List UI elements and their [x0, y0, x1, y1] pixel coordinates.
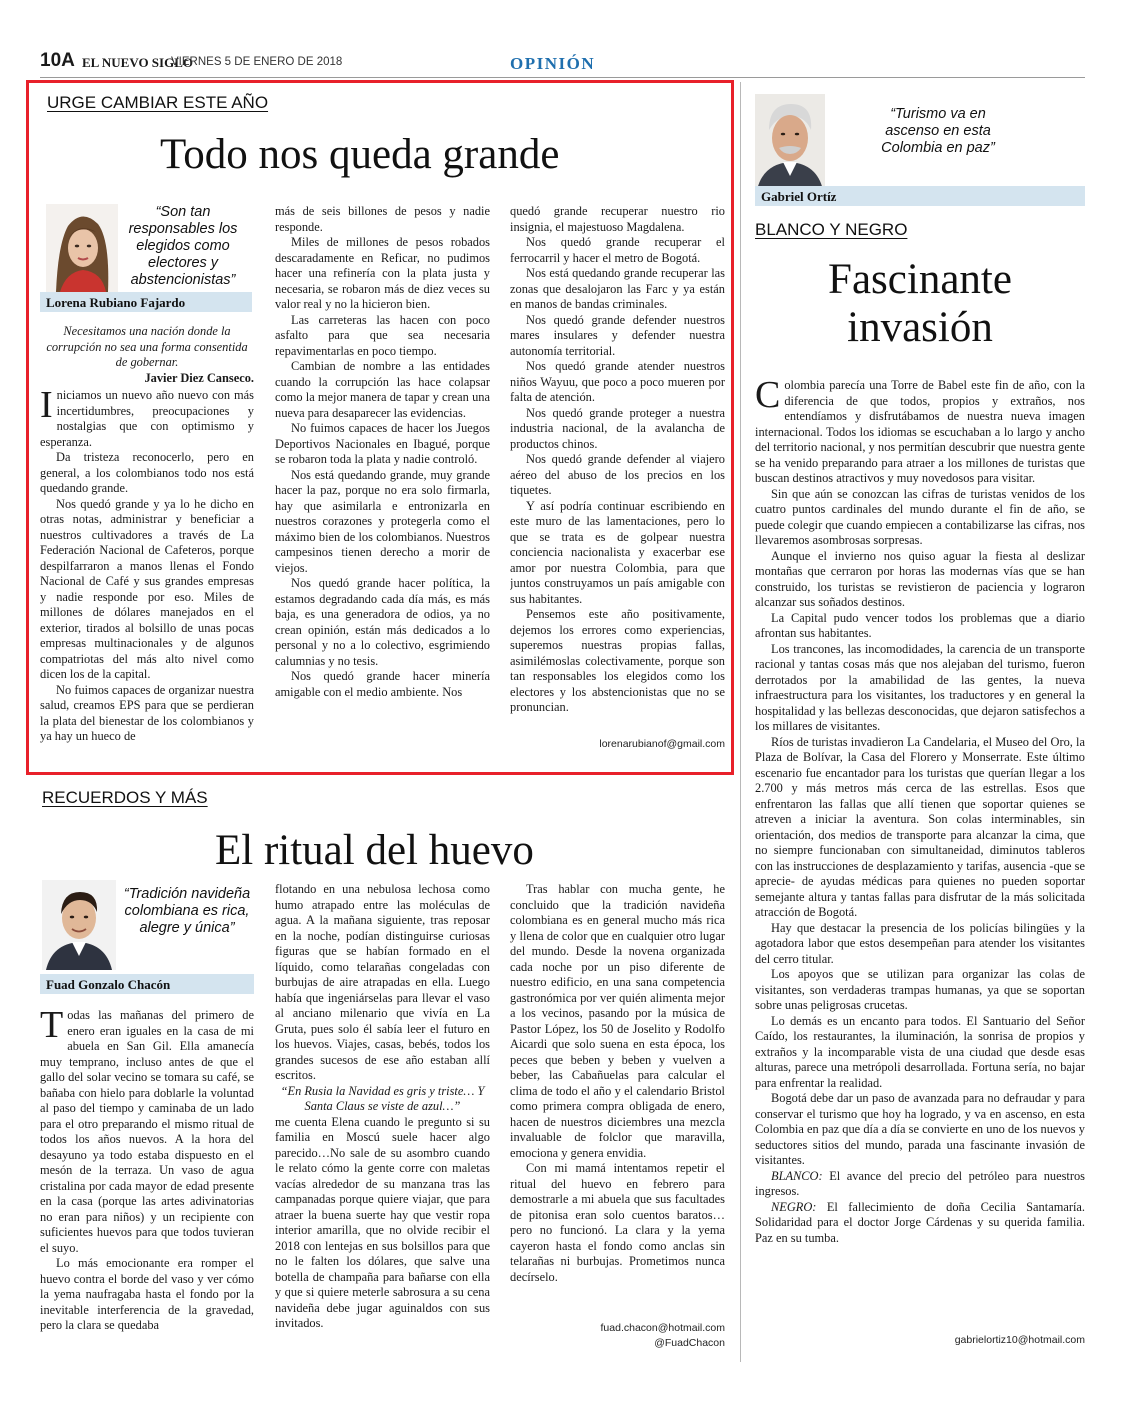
paragraph: No fuimos capaces de organizar nuestra salud, creamos EPS para que se perdieran la plata del bienestar de los colombianos y ya hay un hueco de: [40, 682, 254, 743]
issue-date: VIERNES 5 DE ENERO DE 2018: [171, 56, 343, 68]
author-photo-gabriel: [755, 94, 825, 190]
article1-column-3: [510, 204, 725, 734]
article2-twitter-link[interactable]: @FuadChacon: [654, 1337, 725, 1349]
paragraph: Sin que aún se conozcan las cifras de turistas venidos de los cuatro puntos cardinales del mundo durante el fin de año, se puede colegir que cuando empiecen a contabilizarse las cifras, nos llevaremos asombrosas sorpresas.: [755, 486, 1085, 547]
article2-column-1: [40, 1008, 254, 1354]
article3-body: [755, 378, 1085, 1330]
article1-pullquote: “Son tan responsables los elegidos como electores y abstencionistas”: [128, 204, 238, 288]
paragraph: Nos quedó grande y ya lo he dicho en otras notas, administrar y beneficiar a nuestros cultivadores a través de La Federación Nacional de Cafeteros, porque despilfarraron a manos llenas el Fondo Nacional de Café y sus grandes empresas y nadie responde por eso. Miles de millones de dólares manejados en el exterior, tirados al bolsillo de unas pocas empresas multinacionales y de algunos compatriotas del más alto nivel como dicen los de la capital.: [40, 496, 254, 681]
article1-epigraph-author: Javier Diez Canseco.: [144, 370, 254, 385]
paragraph: Nos quedó grande recuperar el ferrocarril y hacer el metro de Bogotá.: [510, 235, 725, 265]
paragraph: más de seis billones de pesos y nadie responde.: [275, 204, 490, 234]
paragraph: Hay que destacar la presencia de los policías bilingües y la agotadora labor que estos desempeñan para atender los visitantes del cerro titular.: [755, 920, 1085, 966]
quote-paragraph: “En Rusia la Navidad es gris y triste… Y Santa Claus se viste de azul…”: [280, 1083, 485, 1113]
paragraph: Nos quedó grande proteger a nuestra industria nacional, de la avalancha de productos chinos.: [510, 405, 725, 451]
article2-email-link[interactable]: fuad.chacon@hotmail.com: [600, 1322, 725, 1334]
article3-author: Gabriel Ortíz: [755, 186, 1085, 206]
drop-cap: C: [755, 378, 781, 416]
article2-headline: El ritual del huevo: [215, 827, 534, 874]
article2-kicker: RECUERDOS Y MÁS: [42, 788, 208, 807]
paragraph: Iniciamos un nuevo año nuevo con más incertidumbres, preocupaciones y nostalgias que con optimismo y esperanza.: [40, 388, 254, 449]
drop-cap: T: [40, 1008, 64, 1046]
negro-note: NEGRO: El fallecimiento de doña Cecilia Santamaría. Solidaridad para el doctor Jorge Cárdenas y su querida familia. Paz en su tumba.: [755, 1199, 1085, 1245]
paragraph: Lo más emocionante era romper el huevo contra el borde del vaso y ver cómo la yema naufragaba hasta el fondo por la inevitable interferencia de la gravedad, pero la clara se quedaba: [40, 1256, 254, 1332]
article2-pullquote: “Tradición navideña colombiana es rica, alegre y única”: [123, 886, 251, 936]
paragraph: Nos quedó grande defender nuestros mares insulares y defender nuestra autonomía territorial.: [510, 312, 725, 358]
article3-kicker: BLANCO Y NEGRO: [755, 220, 908, 239]
paragraph: Los trancones, las incomodidades, la carencia de un transporte racional y tantas cosas más que nos alejaban del turismo, fueron derrotados por la amabilidad de las gentes, la nueva infraestructura para los visitantes, los traductores y en general la hospitalidad y las bellezas desconocidas, que dejaron satisfechos a los millares de visitantes.: [755, 641, 1085, 733]
paragraph: Nos quedó grande hacer minería amigable con el medio ambiente. Nos: [275, 669, 490, 699]
article3-pullquote: “Turismo va en ascenso en esta Colombia en paz”: [881, 106, 995, 156]
paragraph: Tras hablar con mucha gente, he concluido que la tradición navideña colombiana es en general mucho más rica y llena de color que en cualquier otro lugar del mundo. Desde la novena organizada cada noche por un piso diferente de nuestro edificio, en una sana competencia gastronómica por ver quién alimenta mejor a los vecinos, pasando por la música de Pastor López, los 50 de Joselito y Rodolfo Aicardi que solo suena en esta época, los peces que beben y beben y vuelven a beber, las Cabañuelas para calcular el clima de todo el año y el calendario Bristol como primera compra obligada de enero, hacen de nuestros diciembres una mezcla invaluable de folclor que maravilla, emociona y genera envidia.: [510, 882, 725, 1160]
article1-column-1: [40, 388, 254, 752]
paragraph: Pensemos este año positivamente, dejemos los errores como experiencias, superemos nuestras propias fallas, asimilémoslas colectivamente, porque son tan responsables los elegidos como los electores y los abstencionistas que no se pronuncian.: [510, 607, 725, 714]
newspaper-name: EL NUEVO SIGLO: [82, 55, 193, 70]
paragraph: Nos está quedando grande recuperar las zonas que desalojaron las Farc y ya están en manos de bandas criminales.: [510, 266, 725, 311]
paragraph: Miles de millones de pesos robados descaradamente en Reficar, no pudimos hacer una refinería con la plata justa y necesaria, se robaron más de diez veces su valor real y no la hicieron bien.: [275, 235, 490, 311]
article1-headline: Todo nos queda grande: [160, 131, 560, 178]
paragraph: Nos está quedando grande, muy grande hacer la paz, porque no era solo firmarla, hay que asimilarla e entronizarla en nuestros corazones y protegerla como el máximo bien de los colombianos. Nuestros campesinos tienen derecho a morir de viejos.: [275, 467, 490, 575]
paragraph: Nos quedó grande hacer política, la estamos degradando cada día más, es más baja, es una generadora de odios, ya no crean opinión, están más dedicados a lo personal y no a lo colectivo, esgrimiendo calumnias y no tesis.: [275, 576, 490, 668]
article3-headline: [755, 256, 1085, 352]
page-number: 10A: [40, 50, 75, 71]
author-photo-fuad: [42, 880, 116, 970]
article2-column-2: [275, 882, 490, 1354]
paragraph: quedó grande recuperar nuestro rio insignia, el majestuoso Magdalena.: [510, 204, 725, 234]
paragraph: Aunque el invierno nos quiso aguar la fiesta al deslizar montañas que cerraron por horas las modernas vías que se han construido, los turistas se revistieron de paciencia y lograron alcanzar sus soñados destinos.: [755, 548, 1085, 609]
paragraph: Y así podría continuar escribiendo en este muro de las lamentaciones, pero lo que se trata es de golpear nuestra conciencia nacionalista y exacerbar ese amor por nuestra Colombia, para que juntos construyamos un país amigable con sus habitantes.: [510, 498, 725, 606]
paragraph: Con mi mamá intentamos repetir el ritual del huevo en febrero para demostrarle a mi abuela que sus facultades de pitonisa eran solo cuentos baratos… pero no funcionó. La clara y la yema cayeron hasta el fondo como anclas sin telarañas ni burbujas. Prometimos nunca decírselo.: [510, 1161, 725, 1284]
article2-author: Fuad Gonzalo Chacón: [40, 974, 254, 994]
paragraph: Nos quedó grande atender nuestros niños Wayuu, que poco a poco mueren por falta de atención.: [510, 359, 725, 404]
paragraph: me cuenta Elena cuando le pregunto si su familia en Moscú suele hacer algo parecido…No sale de su asombro cuando le relato cómo la gente corre con maletas vacías alrededor de su manzana tras las campanadas porque quiere viajar, que para atraer la buena suerte hay que vestir ropa interior amarilla, que no olvide recibir el 2018 con lentejas en sus bolsillos para que no le falten los dólares, que salve una botella de champaña para bañarse con ella y que si quiere meterle sabrosura a su cena navideña debe jugar aguinaldos con sus invitados.: [275, 1114, 490, 1330]
paragraph: Da tristeza reconocerlo, pero en general, a los colombianos todo nos está quedando grande.: [40, 450, 254, 495]
article1-email-link[interactable]: lorenarubianof@gmail.com: [599, 738, 725, 750]
paragraph: Las carreteras las hacen con poco asfalto para que sea necesaria repavimentarlas en poco tiempo.: [275, 312, 490, 358]
paragraph: No fuimos capaces de hacer los Juegos Deportivos Nacionales en Ibagué, porque se robaron toda la plata y nadie controló.: [275, 421, 490, 466]
article1-column-2: [275, 204, 490, 752]
blanco-note: BLANCO: El avance del precio del petróleo para nuestros ingresos.: [755, 1168, 1085, 1198]
paragraph: Colombia parecía una Torre de Babel este fin de año, con la diferencia de que todos, propios y extraños, nos entendíamos y disfrutábamos de nuestra nueva imagen internacional. Todos los idiomas se escuchaban a lo largo y ancho del territorio nacional, y nos permitían descubrir que nuestra gente se ha venido preparando para atraer a los millones de turistas que buscan destinos atractivos y muy novedosos para visitar.: [755, 378, 1085, 485]
paragraph: Ríos de turistas invadieron La Candelaria, el Museo del Oro, la Plaza de Bolívar, la Casa del Florero y Monserrate. Este último escenario fue encantador para los turistas que querían llegar a los 2.700 y más metros más cerca de las estrellas. Esos que enfrentaron las fallas que allí tienen que soportar quienes se atreven a iniciar la aventura. Son colas interminables, sin orientación, dos medios de transporte para alcanzar la cima, que no siempre funcionaban con simultaneidad, diminutos tableros con las instrucciones de desplazamiento y tarifas, ausencia -que se aprecie- de ayudas médicas para quienes no pueden soportar semejante altura y tantas fallas para disfrutar de la más solicitada atracción de Bogotá.: [755, 734, 1085, 919]
headline-line: invasión: [847, 304, 993, 351]
drop-cap: I: [40, 388, 53, 426]
article3-email-link[interactable]: gabrielortiz10@hotmail.com: [954, 1334, 1085, 1346]
paragraph: Lo demás es un encanto para todos. El Santuario del Señor Caído, los restaurantes, la iluminación, la sonrisa de propios y extraños y la incomparable vista de una ciudad que desde esas alturas, parece una metrópoli desarrollada. Fortuna sería, no bajar para enfrentar la realidad.: [755, 1013, 1085, 1090]
article1-epigraph: Necesitamos una nación donde la corrupción no sea una forma consentida de gobernar.: [46, 324, 248, 369]
paragraph: La Capital pudo vencer todos los problemas que a diario afrontan sus habitantes.: [755, 610, 1085, 640]
section-title: OPINIÓN: [510, 54, 596, 73]
paragraph: Los apoyos que se utilizan para organizar las colas de visitantes, son verdaderas trampas humanas, ya que se soportan sobre unas peligrosas crucetas.: [755, 967, 1085, 1012]
header-rule: [40, 77, 1085, 78]
paragraph: Todas las mañanas del primero de enero eran iguales en la casa de mi abuela en San Gil. Ella amanecía muy temprano, incluso antes de que el gallo del solar vecino se tomara su café, se bañaba con hielo para doblarle la voluntad al paso del tiempo y caminaba de un lado para el otro preparando el mismo ritual de todos los años nuevos. A la hora del desayuno ya todo estaba dispuesto en el mesón de la terraza. Un vaso de agua cristalina por cada mayor de edad presente en la casa (porque las artes adivinatorias no eran para niños) y un recipiente con suficientes huevos para que todos tuvieran el suyo.: [40, 1008, 254, 1255]
author-photo-lorena: [46, 204, 118, 292]
article1-epigraph-block: [40, 324, 254, 386]
paragraph: flotando en una nebulosa lechosa como humo atrapado entre las moléculas de agua. A la mañana siguiente, tras reposar en la noche, podían distinguirse curiosas figuras que se habían formado en el líquido, como telarañas congeladas con burbujas de aire atrapadas en ella. Luego había que ingeniárselas para llevar el vaso al anciano milenario que vivía en La Gruta, pues solo él sabía leer el futuro en los huevos. Viajes, casas, bebés, todos los grandes sucesos de ese año estaban allí escritos.: [275, 882, 490, 1082]
headline-line: Fascinante: [828, 256, 1012, 303]
column-divider: [740, 82, 741, 1362]
paragraph: Nos quedó grande defender al viajero aéreo del abuso de los precios en los tiquetes.: [510, 452, 725, 497]
paragraph: Cambian de nombre a las entidades cuando la corrupción las hace colapsar como la mejor manera de tapar y crean una nueva para desaparecer las evidencias.: [275, 359, 490, 420]
article2-column-3: [510, 882, 725, 1318]
article1-author: Lorena Rubiano Fajardo: [40, 292, 252, 312]
article1-kicker: URGE CAMBIAR ESTE AÑO: [47, 93, 269, 112]
paragraph: Bogotá debe dar un paso de avanzada para no defraudar y para conservar el turismo que hoy ha logrado, y va en ascenso, en esta Colombia en paz que día a día se convierte en uno de los nuevos y seductores sitios del mundo, parada una fascinante invasión de visitantes.: [755, 1091, 1085, 1167]
